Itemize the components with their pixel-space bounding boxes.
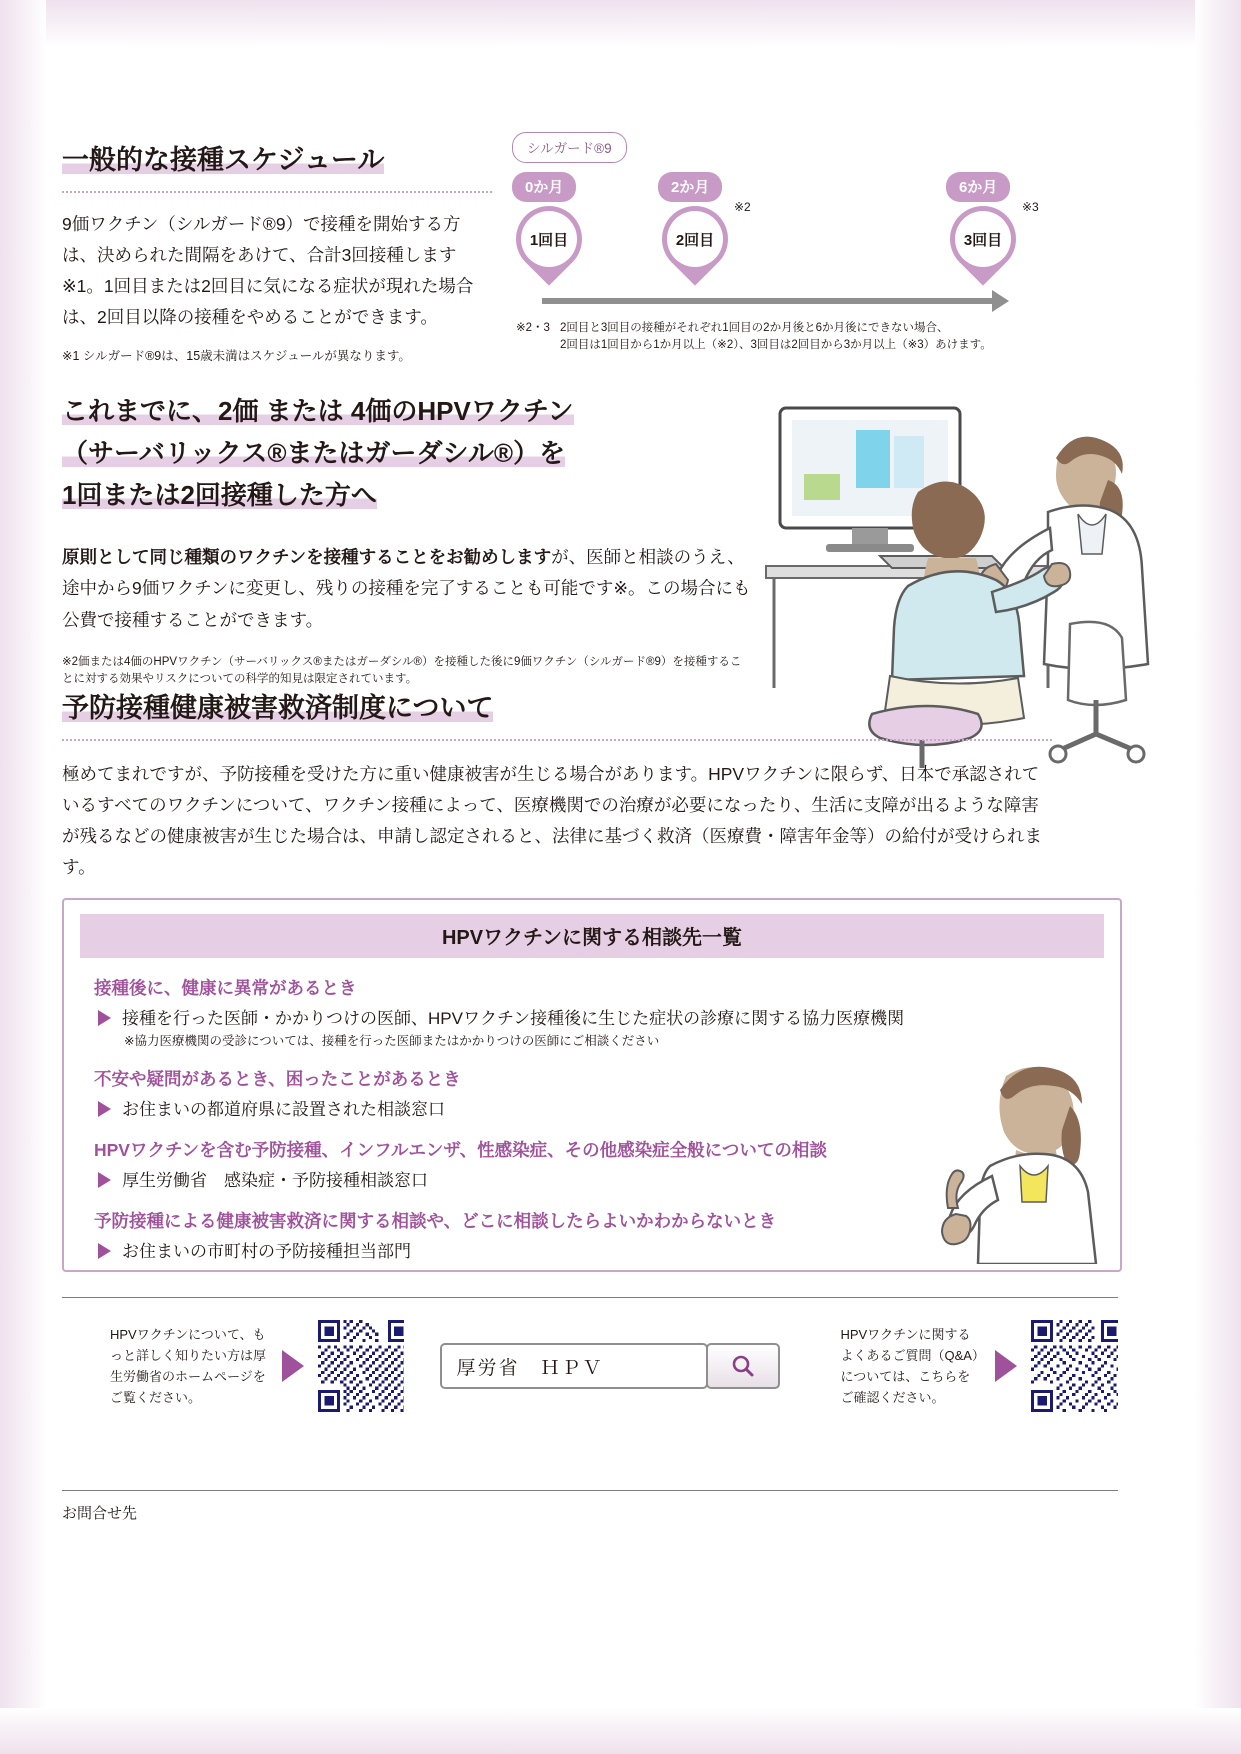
schedule-heading-text: 一般的な接種スケジュール: [62, 145, 385, 175]
section-switch-vaccine: [62, 390, 762, 688]
relief-divider: [62, 739, 1052, 741]
consult-question-2: HPVワクチンを含む予防接種、インフルエンザ、性感染症、その他感染症全般についての相談: [94, 1140, 827, 1160]
switch-footnote: ※2価または4価のHPVワクチン（サーバリックス®またはガーダシル®）を接種した後に9価ワクチン（シルガード®9）を接種することに対する効果やリスクについての科学的知見は限定されています。: [62, 655, 742, 685]
switch-heading-line1: これまでに、2価 または 4価のHPVワクチン: [62, 396, 574, 426]
consultation-list-box: [62, 898, 1122, 1272]
qr-code-mhlw[interactable]: [318, 1320, 405, 1412]
switch-heading-line3: 1回または2回接種した方へ: [62, 480, 377, 511]
timeline-note-line1: 2回目と3回目の接種がそれぞれ1回目の2か月後と6か月後にできない場合、: [560, 322, 949, 334]
switch-heading: [62, 390, 762, 516]
consult-question-1: 不安や疑問があるとき、困ったことがあるとき: [94, 1069, 461, 1089]
dose-pin-3: [936, 192, 1029, 285]
timeline-arrow-line: [542, 298, 994, 304]
timeline-note-line2: 2回目は1回目から1か月以上（※2）、3回目は2回目から3か月以上（※3）あけます。: [560, 339, 992, 352]
qr-code-qa[interactable]: [1031, 1320, 1118, 1412]
dose-pin-1: [502, 192, 595, 285]
vaccine-name-tag: シルガード®9: [512, 132, 627, 163]
arrow-right-icon: [995, 1350, 1017, 1382]
footer-left-text: HPVワクチンについて、もっと詳しく知りたい方は厚生労働省のホームページをご覧ください。: [110, 1326, 267, 1406]
arrow-right-icon: [282, 1350, 304, 1382]
consultation-box-title: HPVワクチンに関する相談先一覧: [80, 914, 1104, 958]
consult-sub-0: ※協力医療機関の受診については、接種を行った医師またはかかりつけの医師にご相談ください: [124, 1034, 660, 1048]
schedule-heading: [62, 140, 492, 181]
section-relief-system: [62, 688, 1052, 883]
timeline-note-index: ※2・3: [516, 322, 550, 334]
footer-right-text: HPVワクチンに関するよくあるご質問（Q&A）については、こちらをご確認ください。: [840, 1326, 979, 1406]
consult-answer-0: [94, 1004, 1120, 1029]
triangle-bullet-icon: [98, 1243, 111, 1259]
consult-item-0: [94, 975, 1120, 1049]
schedule-footnote: ※1 シルガード®9は、15歳未満はスケジュールが異なります。: [62, 349, 411, 364]
dose-pin-3-footnote-mark: ※3: [1022, 200, 1039, 214]
month-pill-0: 0か月: [512, 172, 576, 202]
contact-label: お問合せ先: [62, 1505, 138, 1522]
triangle-bullet-icon: [98, 1010, 111, 1026]
footer-links-area: [62, 1310, 1118, 1460]
month-pill-2: 2か月: [658, 172, 722, 202]
consult-answer-1-text: お住まいの都道府県に設置された相談窓口: [122, 1100, 445, 1119]
consult-question-0: 接種後に、健康に異常があるとき: [94, 978, 357, 998]
switch-body-bold: 原則として同じ種類のワクチンを接種することをお勧めします: [62, 547, 552, 568]
dose-pin-2: [648, 192, 741, 285]
search-icon: [730, 1353, 756, 1379]
consult-answer-2-text: 厚生労働省 感染症・予防接種相談窓口: [122, 1171, 428, 1190]
timeline-note: [516, 320, 1036, 355]
search-button[interactable]: [706, 1343, 780, 1389]
schedule-timeline-graphic: [506, 128, 1039, 358]
triangle-bullet-icon: [98, 1101, 111, 1117]
schedule-body: 9価ワクチン（シルガード®9）で接種を開始する方は、決められた間隔をあけて、合計3回接種します※1。1回目または2回目に気になる症状が現れた場合は、2回目以降の接種をやめることができます。: [62, 213, 474, 327]
relief-heading: [62, 688, 1052, 729]
dose-pin-1-label: 1回目: [529, 231, 569, 249]
month-pill-6: 6か月: [946, 172, 1010, 202]
section-schedule: [62, 140, 492, 366]
relief-body: 極めてまれですが、予防接種を受けた方に重い健康被害が生じる場合があります。HPVワクチンに限らず、日本で承認されているすべてのワクチンについて、ワクチン接種によって、医療機関での治療が必要になったり、生活に支障が出るような障害が残るなどの健康被害が生じた場合は、申請し認定されると、法律に基づく救済（医療費・障害年金等）の給付が受けられます。: [62, 763, 1042, 877]
footer-divider-bottom: [62, 1490, 1118, 1491]
relief-heading-text: 予防接種健康被害救済制度について: [62, 693, 494, 723]
dose-pin-2-footnote-mark: ※2: [734, 200, 751, 214]
footer-divider-top: [62, 1297, 1118, 1298]
switch-heading-line2: （サーバリックス®またはガーダシル®）を: [62, 438, 566, 469]
dose-pin-2-label: 2回目: [675, 231, 715, 249]
triangle-bullet-icon: [98, 1172, 111, 1188]
consult-answer-0-text: 接種を行った医師・かかりつけの医師、HPVワクチン接種後に生じた症状の診療に関する協力医療機関: [122, 1009, 905, 1028]
switch-body: [62, 542, 762, 635]
switch-body-rest: が、医師と相談のうえ、途中から9価ワクチンに変更し、残りの接種を完了することも可能です※。この場合にも公費で接種することができます。: [62, 547, 751, 630]
consult-question-3: 予防接種による健康被害救済に関する相談や、どこに相談したらよいかわからないとき: [94, 1211, 777, 1231]
timeline-arrow-head: [992, 290, 1009, 312]
consult-answer-3-text: お住まいの市町村の予防接種担当部門: [122, 1242, 411, 1261]
dose-pin-3-label: 3回目: [963, 231, 1003, 249]
nurse-illustration: [920, 1054, 1110, 1264]
schedule-divider: [62, 191, 492, 193]
search-input[interactable]: 厚労省 ＨＰＶ: [440, 1343, 708, 1389]
